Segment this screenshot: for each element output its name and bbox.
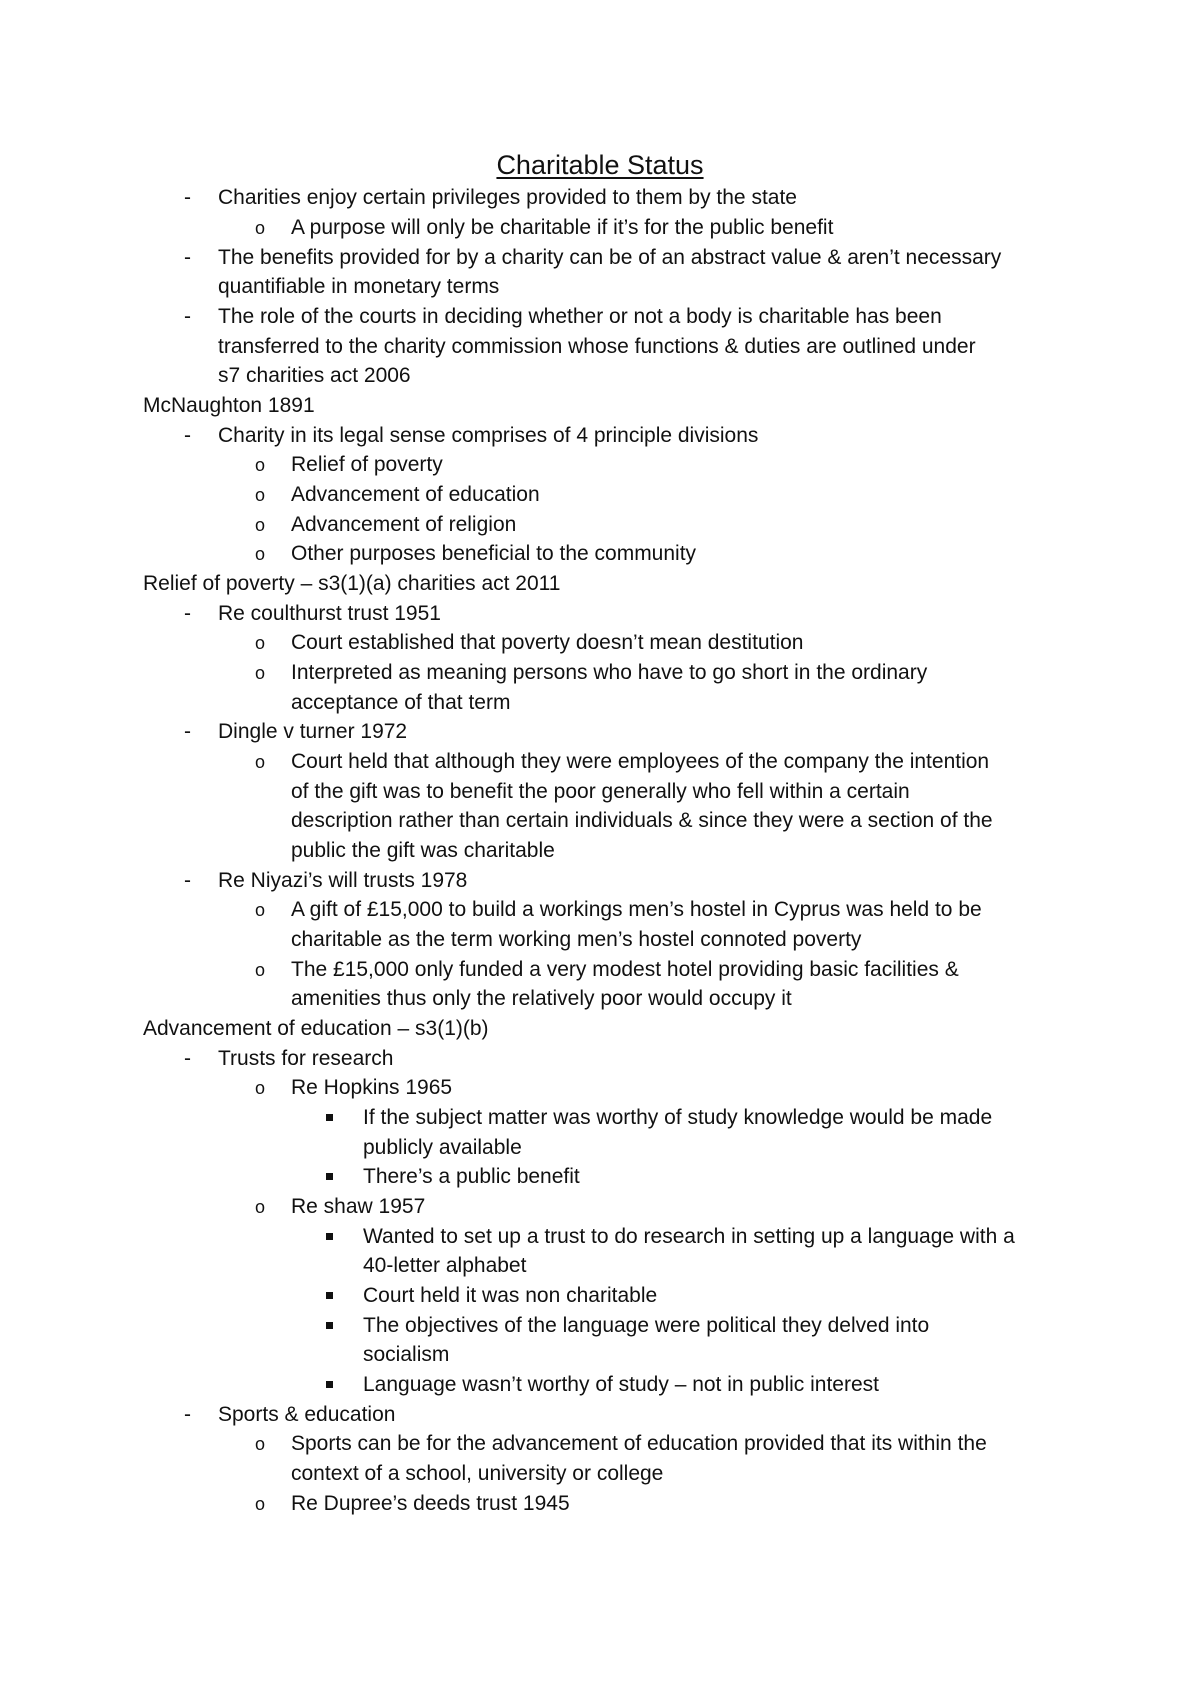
line-text: of the gift was to benefit the poor generally who fell within a certain: [291, 780, 910, 803]
dash-bullet-icon: -: [184, 246, 191, 269]
line-text: context of a school, university or college: [291, 1462, 664, 1485]
list-item: [0, 1103, 1200, 1133]
line-text: Other purposes beneficial to the community: [291, 542, 697, 565]
line-text: Relief of poverty – s3(1)(a) charities act 2011: [143, 572, 561, 595]
line-text: Charity in its legal sense comprises of 4 principle divisions: [218, 424, 759, 447]
dash-bullet-icon: -: [184, 869, 191, 892]
line-text: Interpreted as meaning persons who have to go short in the ordinary: [291, 661, 928, 684]
circle-bullet-icon: o: [255, 1494, 266, 1514]
list-item: [0, 925, 1200, 955]
list-item: [0, 1340, 1200, 1370]
list-item: [0, 955, 1200, 984]
list-item: [0, 984, 1200, 1014]
list-item: [0, 1489, 1200, 1518]
line-text: Relief of poverty: [291, 453, 443, 476]
circle-bullet-icon: o: [255, 1197, 266, 1217]
list-item: [0, 361, 1200, 391]
list-item: [0, 599, 1200, 628]
circle-bullet-icon: o: [255, 544, 266, 564]
section-heading: [0, 1014, 1200, 1044]
line-text: Re coulthurst trust 1951: [218, 602, 441, 625]
circle-bullet-icon: o: [255, 455, 266, 475]
line-text: Re shaw 1957: [291, 1195, 426, 1218]
list-item: [0, 836, 1200, 866]
line-text: amenities thus only the relatively poor would occupy it: [291, 987, 792, 1010]
line-text: publicly available: [363, 1136, 522, 1159]
page-title: Charitable Status: [496, 150, 704, 180]
list-item: [0, 1459, 1200, 1489]
line-text: If the subject matter was worthy of study knowledge would be made: [363, 1106, 993, 1129]
line-text: A gift of £15,000 to build a workings men’s hostel in Cyprus was held to be: [291, 898, 982, 921]
circle-bullet-icon: o: [255, 663, 266, 683]
line-text: There’s a public benefit: [363, 1165, 580, 1188]
list-item: [0, 450, 1200, 480]
circle-bullet-icon: o: [255, 752, 266, 772]
line-text: The objectives of the language were political they delved into: [363, 1314, 930, 1337]
dash-bullet-icon: -: [184, 1047, 191, 1070]
dash-bullet-icon: -: [184, 1403, 191, 1426]
line-text: Charities enjoy certain privileges provided to them by the state: [218, 186, 797, 209]
list-item: [0, 1370, 1200, 1400]
line-text: acceptance of that term: [291, 691, 511, 714]
list-item: [0, 866, 1200, 895]
list-item: [0, 332, 1200, 361]
list-item: [0, 717, 1200, 747]
list-item: [0, 658, 1200, 688]
line-text: Court held it was non charitable: [363, 1284, 658, 1307]
line-text: transferred to the charity commission whose functions & duties are outlined under: [218, 335, 976, 358]
list-item: [0, 1311, 1200, 1340]
circle-bullet-icon: o: [255, 1078, 266, 1098]
line-text: Sports can be for the advancement of education provided that its within the: [291, 1432, 987, 1455]
line-text: Court held that although they were employees of the company the intention: [291, 750, 990, 773]
circle-bullet-icon: o: [255, 900, 266, 920]
line-text: Advancement of education: [291, 483, 540, 506]
line-text: A purpose will only be charitable if it’s for the public benefit: [291, 216, 834, 239]
line-text: The benefits provided for by a charity can be of an abstract value & aren’t necessary: [218, 246, 1002, 269]
list-item: [0, 539, 1200, 569]
line-text: Language wasn’t worthy of study – not in public interest: [363, 1373, 879, 1396]
line-text: socialism: [363, 1343, 450, 1366]
list-item: [0, 688, 1200, 717]
circle-bullet-icon: o: [255, 633, 266, 653]
square-bullet-icon: [326, 1322, 333, 1329]
line-text: quantifiable in monetary terms: [218, 275, 500, 298]
list-item: [0, 183, 1200, 213]
dash-bullet-icon: -: [184, 305, 191, 328]
line-text: Court established that poverty doesn’t mean destitution: [291, 631, 804, 654]
dash-bullet-icon: -: [184, 720, 191, 743]
list-item: [0, 1162, 1200, 1192]
list-item: [0, 777, 1200, 806]
line-text: McNaughton 1891: [143, 394, 315, 417]
list-item: [0, 1281, 1200, 1311]
line-text: Re Dupree’s deeds trust 1945: [291, 1492, 570, 1515]
line-text: Advancement of religion: [291, 513, 517, 536]
circle-bullet-icon: o: [255, 1434, 266, 1454]
square-bullet-icon: [326, 1292, 333, 1299]
line-text: description rather than certain individuals & since they were a section of the: [291, 809, 993, 832]
line-text: Sports & education: [218, 1403, 396, 1426]
line-text: Advancement of education – s3(1)(b): [143, 1017, 489, 1040]
list-item: [0, 628, 1200, 658]
square-bullet-icon: [326, 1114, 333, 1121]
circle-bullet-icon: o: [255, 218, 266, 238]
line-text: Wanted to set up a trust to do research in setting up a language with a: [363, 1225, 1015, 1248]
list-item: [0, 895, 1200, 925]
circle-bullet-icon: o: [255, 515, 266, 535]
list-item: [0, 272, 1200, 302]
line-text: 40-letter alphabet: [363, 1254, 527, 1277]
line-text: Re Hopkins 1965: [291, 1076, 453, 1099]
dash-bullet-icon: -: [184, 602, 191, 625]
circle-bullet-icon: o: [255, 485, 266, 505]
list-item: [0, 1073, 1200, 1103]
list-item: [0, 480, 1200, 510]
list-item: [0, 510, 1200, 539]
notes-body: [0, 183, 1200, 1518]
dash-bullet-icon: -: [184, 186, 191, 209]
line-text: Re Niyazi’s will trusts 1978: [218, 869, 468, 892]
line-text: s7 charities act 2006: [218, 364, 411, 387]
section-heading: [0, 569, 1200, 599]
square-bullet-icon: [326, 1381, 333, 1388]
list-item: [0, 243, 1200, 272]
section-heading: [0, 391, 1200, 421]
list-item: [0, 747, 1200, 777]
list-item: [0, 806, 1200, 836]
list-item: [0, 421, 1200, 450]
list-item: [0, 1192, 1200, 1222]
line-text: The £15,000 only funded a very modest hotel providing basic facilities &: [291, 958, 959, 981]
list-item: [0, 1222, 1200, 1251]
line-text: Trusts for research: [218, 1047, 394, 1070]
list-item: [0, 1251, 1200, 1281]
line-text: The role of the courts in deciding whether or not a body is charitable has been: [218, 305, 942, 328]
list-item: [0, 213, 1200, 243]
list-item: [0, 1400, 1200, 1429]
list-item: [0, 1133, 1200, 1162]
dash-bullet-icon: -: [184, 424, 191, 447]
square-bullet-icon: [326, 1233, 333, 1240]
list-item: [0, 1429, 1200, 1459]
list-item: [0, 1044, 1200, 1073]
line-text: public the gift was charitable: [291, 839, 555, 862]
list-item: [0, 302, 1200, 332]
line-text: Dingle v turner 1972: [218, 720, 408, 743]
circle-bullet-icon: o: [255, 960, 266, 980]
square-bullet-icon: [326, 1173, 333, 1180]
line-text: charitable as the term working men’s hostel connoted poverty: [291, 928, 862, 951]
